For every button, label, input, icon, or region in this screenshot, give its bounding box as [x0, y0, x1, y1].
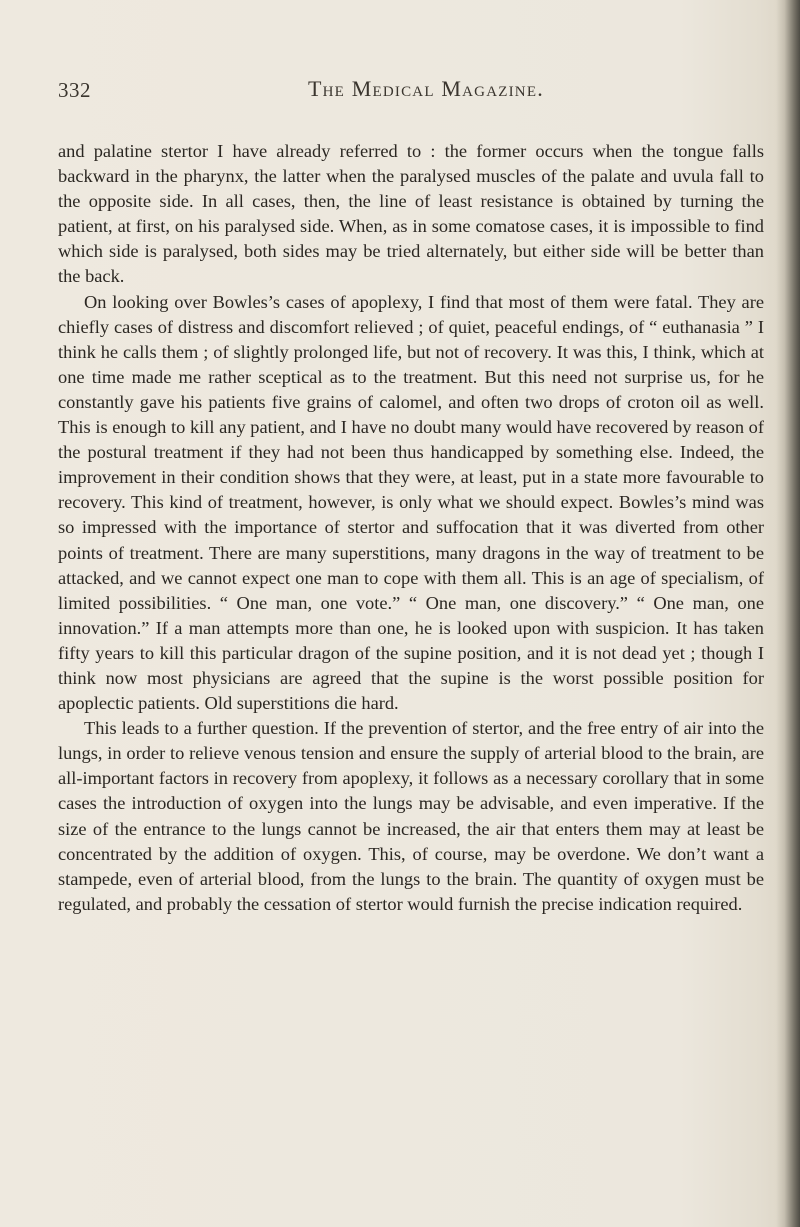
- page-edge-shadow: [776, 0, 800, 1227]
- running-head: The Medical Magazine.: [308, 76, 544, 101]
- body-text: [58, 139, 764, 917]
- paragraph-oxygen: This leads to a further question. If the prevention of stertor, and the free entry of air into the lungs, in order to relieve venous tension and ensure the supply of arterial blood to the brain, are all-important factors in recovery from apoplexy, it follows as a necessary corollary that in some cases the introduction of oxygen into the lungs may be advisable, and even imperative. If the size of the entrance to the lungs cannot be increased, the air that enters them may at least be concentrated by the addition of oxygen. This, of course, may be overdone. We don’t want a stampede, even of arterial blood, from the lungs to the brain. The quantity of oxygen must be regulated, and probably the cessation of stertor would furnish the precise indication required.: [58, 718, 764, 914]
- paragraph-continued: and palatine stertor I have already referred to : the former occurs when the tongue falls backward in the pharynx, the latter when the paralysed muscles of the palate and uvula fall to the opposite side. In all cases, then, the line of least resistance is obtained by turning the patient, at first, on his paralysed side. When, as in some comatose cases, it is impossible to find which side is paralysed, both sides may be tried alternately, but either side will be better than the back.: [58, 141, 764, 287]
- page-header: [58, 70, 758, 110]
- page-number: 332: [58, 78, 91, 102]
- paragraph-bowles-cases: On looking over Bowles’s cases of apoplexy, I find that most of them were fatal. They are chiefly cases of distress and discomfort relieved ; of quiet, peaceful endings, of “ euthanasia ” I think he calls them ; of slightly prolonged life, but not of recovery. It was this, I think, which at one time made me rather sceptical as to the treatment. But this need not surprise us, for he constantly gave his patients five grains of calomel, and often two drops of croton oil as well. This is enough to kill any patient, and I have no doubt many would have recovered by reason of the postural treatment if they had not been thus handicapped by something else. Indeed, the improvement in their condition shows that they were, at least, put in a state more favourable to recovery. This kind of treatment, however, is only what we should expect. Bowles’s mind was so impressed with the importance of stertor and suffocation that it was diverted from other points of treatment. There are many superstitions, many dragons in the way of treatment to be attacked, and we cannot expect one man to cope with them all. This is an age of specialism, of limited possibilities. “ One man, one vote.” “ One man, one discovery.” “ One man, one innovation.” If a man attempts more than one, he is looked upon with suspicion. It has taken fifty years to kill this particular dragon of the supine position, and it is not dead yet ; though I think now most physicians are agreed that the supine is the worst possible position for apoplectic patients. Old superstitions die hard.: [58, 291, 764, 714]
